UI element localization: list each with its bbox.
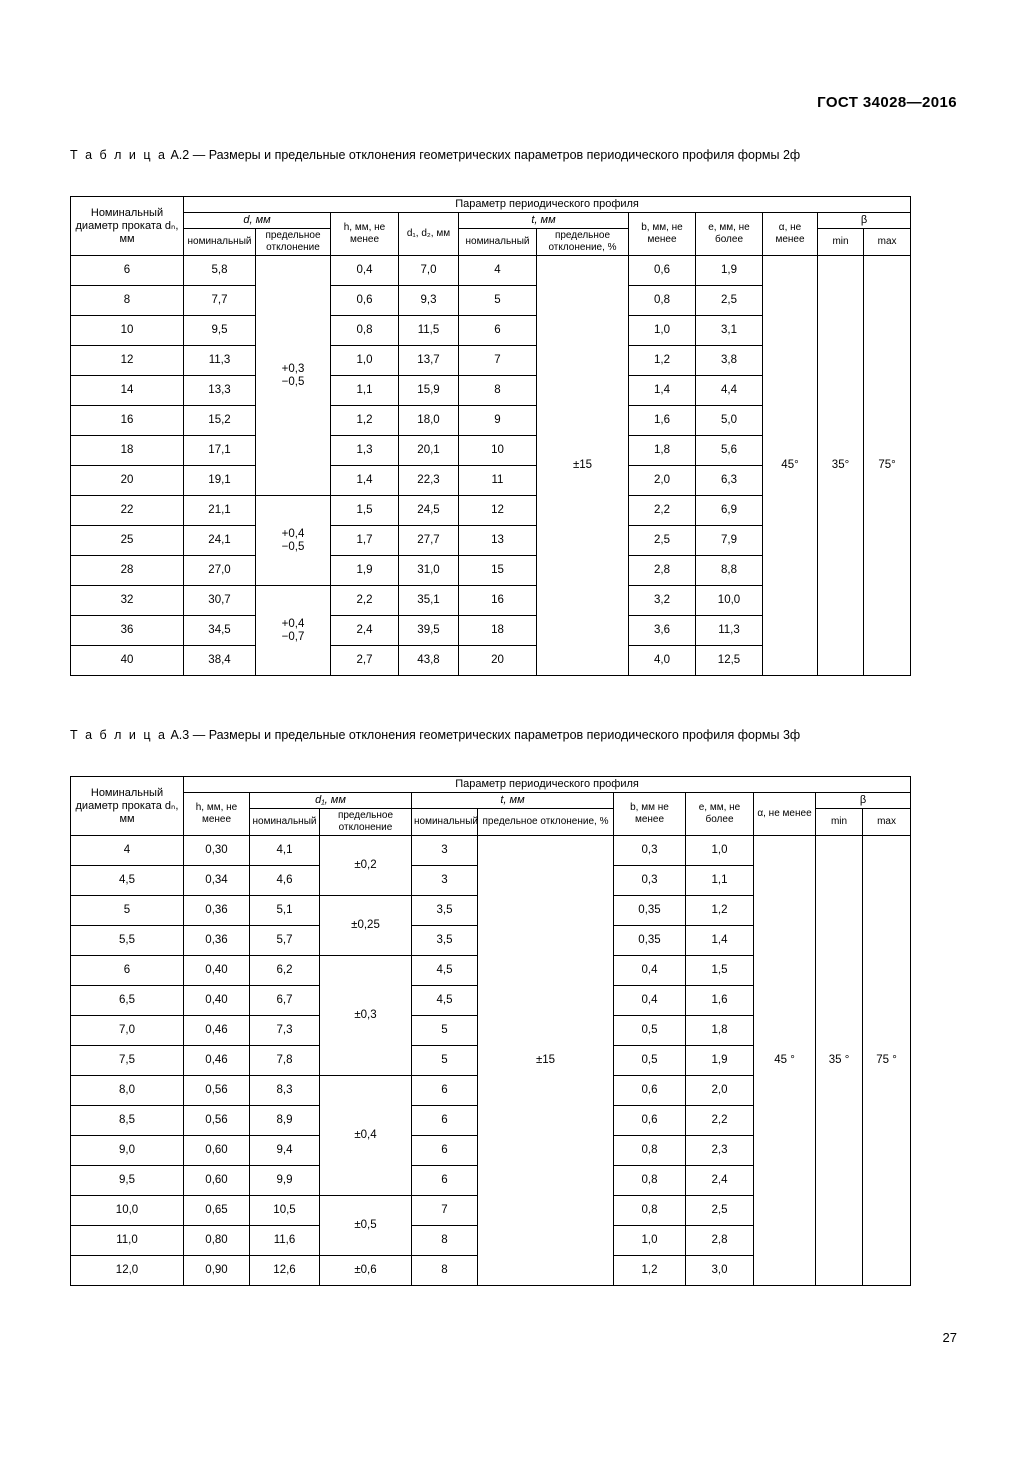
cell-t: 15 — [459, 556, 537, 586]
th-h: h, мм, не менее — [184, 793, 250, 836]
cell-t: 5 — [459, 286, 537, 316]
cell-beta-max: 75° — [864, 256, 911, 676]
th-d-nominal: номинальный — [184, 229, 256, 256]
cell-e: 1,0 — [686, 836, 754, 866]
cell-e: 5,6 — [696, 436, 763, 466]
cell-d1: 4,6 — [250, 866, 320, 896]
cell-e: 2,2 — [686, 1106, 754, 1136]
cell-dn: 20 — [71, 466, 184, 496]
cell-t: 3 — [412, 866, 478, 896]
cell-d1: 11,6 — [250, 1226, 320, 1256]
cell-dn: 22 — [71, 496, 184, 526]
cell-d1d2: 20,1 — [399, 436, 459, 466]
th-d1-nominal: номинальный — [250, 809, 320, 836]
table-row — [71, 256, 911, 286]
cell-e: 8,8 — [696, 556, 763, 586]
cell-b: 1,0 — [629, 316, 696, 346]
cell-d: 38,4 — [184, 646, 256, 676]
cell-d1-deviation-3: ±0,3 — [320, 956, 412, 1076]
cell-e: 11,3 — [696, 616, 763, 646]
cell-d1: 9,4 — [250, 1136, 320, 1166]
cell-t: 6 — [412, 1076, 478, 1106]
table-a3-caption-text: — Размеры и предельные отклонения геометрических параметров периодического профиля формы 3ф — [192, 728, 801, 742]
cell-t: 9 — [459, 406, 537, 436]
cell-d-deviation-group-3: +0,4 −0,7 — [256, 586, 331, 676]
cell-dn: 32 — [71, 586, 184, 616]
cell-h: 0,46 — [184, 1016, 250, 1046]
th-t-group: t, мм — [459, 213, 629, 229]
table-a3-caption-number: А.3 — [170, 728, 190, 742]
cell-d1-deviation-4: ±0,4 — [320, 1076, 412, 1196]
cell-h: 2,4 — [331, 616, 399, 646]
cell-h: 0,90 — [184, 1256, 250, 1286]
cell-t: 4,5 — [412, 986, 478, 1016]
cell-e: 2,5 — [686, 1196, 754, 1226]
cell-dn: 5 — [71, 896, 184, 926]
cell-d1: 4,1 — [250, 836, 320, 866]
cell-h: 0,60 — [184, 1136, 250, 1166]
th-profile-parameter: Параметр периодического профиля — [184, 777, 911, 793]
cell-dn: 7,0 — [71, 1016, 184, 1046]
cell-t: 6 — [412, 1106, 478, 1136]
cell-d: 9,5 — [184, 316, 256, 346]
cell-e: 3,8 — [696, 346, 763, 376]
th-beta-max: max — [863, 809, 911, 836]
cell-b: 2,8 — [629, 556, 696, 586]
cell-t: 8 — [459, 376, 537, 406]
cell-h: 1,2 — [331, 406, 399, 436]
cell-dn: 8 — [71, 286, 184, 316]
cell-dn: 18 — [71, 436, 184, 466]
cell-h: 0,36 — [184, 896, 250, 926]
cell-h: 0,6 — [331, 286, 399, 316]
cell-b: 2,0 — [629, 466, 696, 496]
cell-d: 7,7 — [184, 286, 256, 316]
cell-dn: 10 — [71, 316, 184, 346]
page-number: 27 — [942, 1330, 957, 1345]
cell-b: 0,8 — [614, 1196, 686, 1226]
cell-e: 2,4 — [686, 1166, 754, 1196]
cell-dn: 12 — [71, 346, 184, 376]
th-alpha: α, не менее — [754, 793, 816, 836]
cell-t: 6 — [412, 1136, 478, 1166]
cell-d: 15,2 — [184, 406, 256, 436]
cell-d1d2: 7,0 — [399, 256, 459, 286]
table-row — [71, 836, 911, 866]
cell-t-deviation: ±15 — [537, 256, 629, 676]
cell-t: 4,5 — [412, 956, 478, 986]
cell-e: 7,9 — [696, 526, 763, 556]
cell-e: 1,8 — [686, 1016, 754, 1046]
table-a3-caption-prefix: Т а б л и ц а — [70, 728, 167, 742]
cell-t: 3,5 — [412, 896, 478, 926]
cell-d1-deviation-1: ±0,2 — [320, 836, 412, 896]
cell-alpha: 45° — [763, 256, 818, 676]
cell-b: 1,2 — [629, 346, 696, 376]
cell-t: 8 — [412, 1226, 478, 1256]
cell-d: 30,7 — [184, 586, 256, 616]
th-e: e, мм, не более — [686, 793, 754, 836]
cell-d1: 5,7 — [250, 926, 320, 956]
cell-h: 1,4 — [331, 466, 399, 496]
cell-h: 0,30 — [184, 836, 250, 866]
cell-b: 1,6 — [629, 406, 696, 436]
cell-h: 1,1 — [331, 376, 399, 406]
cell-dn: 12,0 — [71, 1256, 184, 1286]
table-a3 — [70, 776, 911, 1286]
cell-dn: 7,5 — [71, 1046, 184, 1076]
cell-dn: 14 — [71, 376, 184, 406]
cell-beta-max: 75 ° — [863, 836, 911, 1286]
cell-h: 2,2 — [331, 586, 399, 616]
th-b: b, мм не менее — [614, 793, 686, 836]
cell-t: 18 — [459, 616, 537, 646]
table-a2-caption-text: — Размеры и предельные отклонения геометрических параметров периодического профиля формы 2ф — [192, 148, 801, 162]
cell-b: 1,8 — [629, 436, 696, 466]
cell-d1d2: 15,9 — [399, 376, 459, 406]
cell-d1d2: 35,1 — [399, 586, 459, 616]
cell-d1d2: 22,3 — [399, 466, 459, 496]
cell-dn: 6 — [71, 956, 184, 986]
cell-d: 5,8 — [184, 256, 256, 286]
cell-t: 3 — [412, 836, 478, 866]
cell-e: 2,3 — [686, 1136, 754, 1166]
cell-b: 2,5 — [629, 526, 696, 556]
cell-dn: 8,0 — [71, 1076, 184, 1106]
cell-d: 24,1 — [184, 526, 256, 556]
cell-b: 0,35 — [614, 926, 686, 956]
th-beta-group: β — [816, 793, 911, 809]
th-t-nominal: номинальный — [412, 809, 478, 836]
cell-h: 0,60 — [184, 1166, 250, 1196]
cell-d1d2: 13,7 — [399, 346, 459, 376]
cell-e: 4,4 — [696, 376, 763, 406]
cell-d: 19,1 — [184, 466, 256, 496]
cell-d1d2: 18,0 — [399, 406, 459, 436]
cell-b: 0,5 — [614, 1016, 686, 1046]
cell-h: 2,7 — [331, 646, 399, 676]
cell-dn: 6,5 — [71, 986, 184, 1016]
cell-b: 0,8 — [629, 286, 696, 316]
cell-h: 0,40 — [184, 956, 250, 986]
cell-beta-min: 35 ° — [816, 836, 863, 1286]
cell-h: 0,36 — [184, 926, 250, 956]
cell-t: 6 — [459, 316, 537, 346]
table-a2-caption-prefix: Т а б л и ц а — [70, 148, 167, 162]
cell-d1: 8,3 — [250, 1076, 320, 1106]
th-d-deviation: предельное отклонение — [256, 229, 331, 256]
cell-t: 10 — [459, 436, 537, 466]
cell-d1: 12,6 — [250, 1256, 320, 1286]
cell-b: 1,2 — [614, 1256, 686, 1286]
standard-designation: ГОСТ 34028—2016 — [817, 94, 957, 111]
cell-b: 0,4 — [614, 956, 686, 986]
th-nominal-diameter: Номинальный диаметр проката dₙ, мм — [71, 197, 184, 256]
cell-t: 13 — [459, 526, 537, 556]
cell-t: 5 — [412, 1046, 478, 1076]
table-a2-caption — [70, 146, 930, 164]
cell-d-deviation-group-1: +0,3 −0,5 — [256, 256, 331, 496]
cell-dn: 9,0 — [71, 1136, 184, 1166]
cell-d1d2: 9,3 — [399, 286, 459, 316]
cell-t: 4 — [459, 256, 537, 286]
cell-d: 17,1 — [184, 436, 256, 466]
cell-h: 0,40 — [184, 986, 250, 1016]
cell-e: 1,5 — [686, 956, 754, 986]
cell-dn: 16 — [71, 406, 184, 436]
cell-dn: 8,5 — [71, 1106, 184, 1136]
cell-d: 34,5 — [184, 616, 256, 646]
cell-b: 0,8 — [614, 1136, 686, 1166]
cell-e: 2,0 — [686, 1076, 754, 1106]
cell-e: 1,1 — [686, 866, 754, 896]
cell-b: 0,35 — [614, 896, 686, 926]
cell-e: 2,8 — [686, 1226, 754, 1256]
th-t-deviation: предельное отклонение, % — [478, 809, 614, 836]
th-d1-deviation: предельное отклонение — [320, 809, 412, 836]
cell-t: 7 — [459, 346, 537, 376]
th-b: b, мм, не менее — [629, 213, 696, 256]
cell-d1: 6,7 — [250, 986, 320, 1016]
cell-h: 1,0 — [331, 346, 399, 376]
th-t-nominal: номинальный — [459, 229, 537, 256]
cell-dn: 4,5 — [71, 866, 184, 896]
cell-d1: 7,3 — [250, 1016, 320, 1046]
cell-dn: 25 — [71, 526, 184, 556]
cell-h: 1,3 — [331, 436, 399, 466]
cell-b: 0,3 — [614, 836, 686, 866]
cell-d1: 9,9 — [250, 1166, 320, 1196]
cell-e: 1,2 — [686, 896, 754, 926]
cell-d1-deviation-6: ±0,6 — [320, 1256, 412, 1286]
cell-t: 3,5 — [412, 926, 478, 956]
table-a2 — [70, 196, 911, 676]
cell-dn: 28 — [71, 556, 184, 586]
table-a2-caption-number: А.2 — [170, 148, 190, 162]
cell-e: 10,0 — [696, 586, 763, 616]
cell-b: 2,2 — [629, 496, 696, 526]
cell-d1d2: 39,5 — [399, 616, 459, 646]
th-beta-max: max — [864, 229, 911, 256]
cell-d1: 6,2 — [250, 956, 320, 986]
cell-dn: 40 — [71, 646, 184, 676]
cell-e: 6,3 — [696, 466, 763, 496]
cell-e: 1,4 — [686, 926, 754, 956]
cell-d: 21,1 — [184, 496, 256, 526]
cell-t: 5 — [412, 1016, 478, 1046]
cell-d1d2: 43,8 — [399, 646, 459, 676]
cell-d1: 8,9 — [250, 1106, 320, 1136]
cell-dn: 5,5 — [71, 926, 184, 956]
cell-h: 1,9 — [331, 556, 399, 586]
cell-e: 1,6 — [686, 986, 754, 1016]
th-beta-min: min — [816, 809, 863, 836]
cell-b: 0,5 — [614, 1046, 686, 1076]
th-beta-min: min — [818, 229, 864, 256]
cell-d: 13,3 — [184, 376, 256, 406]
cell-b: 3,2 — [629, 586, 696, 616]
cell-b: 0,6 — [614, 1106, 686, 1136]
cell-t: 16 — [459, 586, 537, 616]
th-d1-group: d₁, мм — [250, 793, 412, 809]
th-beta-group: β — [818, 213, 911, 229]
cell-e: 3,0 — [686, 1256, 754, 1286]
cell-t: 11 — [459, 466, 537, 496]
cell-b: 0,4 — [614, 986, 686, 1016]
cell-d: 11,3 — [184, 346, 256, 376]
th-e: e, мм, не более — [696, 213, 763, 256]
cell-e: 6,9 — [696, 496, 763, 526]
cell-d1: 5,1 — [250, 896, 320, 926]
cell-b: 0,8 — [614, 1166, 686, 1196]
cell-e: 2,5 — [696, 286, 763, 316]
cell-d1-deviation-2: ±0,25 — [320, 896, 412, 956]
cell-b: 3,6 — [629, 616, 696, 646]
cell-dn: 6 — [71, 256, 184, 286]
cell-h: 0,34 — [184, 866, 250, 896]
cell-d1d2: 31,0 — [399, 556, 459, 586]
cell-h: 0,4 — [331, 256, 399, 286]
cell-h: 0,46 — [184, 1046, 250, 1076]
cell-e: 12,5 — [696, 646, 763, 676]
cell-b: 4,0 — [629, 646, 696, 676]
cell-b: 0,6 — [614, 1076, 686, 1106]
cell-d1d2: 11,5 — [399, 316, 459, 346]
th-t-group: t, мм — [412, 793, 614, 809]
th-nominal-diameter: Номинальный диаметр проката dₙ, мм — [71, 777, 184, 836]
cell-t: 6 — [412, 1166, 478, 1196]
cell-alpha: 45 ° — [754, 836, 816, 1286]
cell-h: 0,65 — [184, 1196, 250, 1226]
cell-dn: 11,0 — [71, 1226, 184, 1256]
cell-e: 5,0 — [696, 406, 763, 436]
cell-b: 0,3 — [614, 866, 686, 896]
cell-dn: 10,0 — [71, 1196, 184, 1226]
cell-t: 8 — [412, 1256, 478, 1286]
th-h: h, мм, не менее — [331, 213, 399, 256]
table-a3-caption — [70, 726, 930, 744]
th-t-deviation: предельное отклонение, % — [537, 229, 629, 256]
cell-h: 1,5 — [331, 496, 399, 526]
cell-h: 1,7 — [331, 526, 399, 556]
th-profile-parameter: Параметр периодического профиля — [184, 197, 911, 213]
cell-dn: 9,5 — [71, 1166, 184, 1196]
cell-t: 20 — [459, 646, 537, 676]
cell-d: 27,0 — [184, 556, 256, 586]
cell-b: 0,6 — [629, 256, 696, 286]
cell-b: 1,0 — [614, 1226, 686, 1256]
cell-h: 0,80 — [184, 1226, 250, 1256]
th-alpha: α, не менее — [763, 213, 818, 256]
cell-d1d2: 27,7 — [399, 526, 459, 556]
cell-h: 0,56 — [184, 1076, 250, 1106]
cell-dn: 4 — [71, 836, 184, 866]
cell-d-deviation-group-2: +0,4 −0,5 — [256, 496, 331, 586]
cell-t-deviation: ±15 — [478, 836, 614, 1286]
cell-d1d2: 24,5 — [399, 496, 459, 526]
cell-e: 3,1 — [696, 316, 763, 346]
cell-t: 12 — [459, 496, 537, 526]
cell-h: 0,8 — [331, 316, 399, 346]
th-d-group: d, мм — [184, 213, 331, 229]
cell-h: 0,56 — [184, 1106, 250, 1136]
cell-beta-min: 35° — [818, 256, 864, 676]
cell-d1: 10,5 — [250, 1196, 320, 1226]
cell-d1-deviation-5: ±0,5 — [320, 1196, 412, 1256]
cell-e: 1,9 — [686, 1046, 754, 1076]
th-d1d2: d₁, d₂, мм — [399, 213, 459, 256]
cell-dn: 36 — [71, 616, 184, 646]
cell-b: 1,4 — [629, 376, 696, 406]
cell-e: 1,9 — [696, 256, 763, 286]
cell-d1: 7,8 — [250, 1046, 320, 1076]
cell-t: 7 — [412, 1196, 478, 1226]
